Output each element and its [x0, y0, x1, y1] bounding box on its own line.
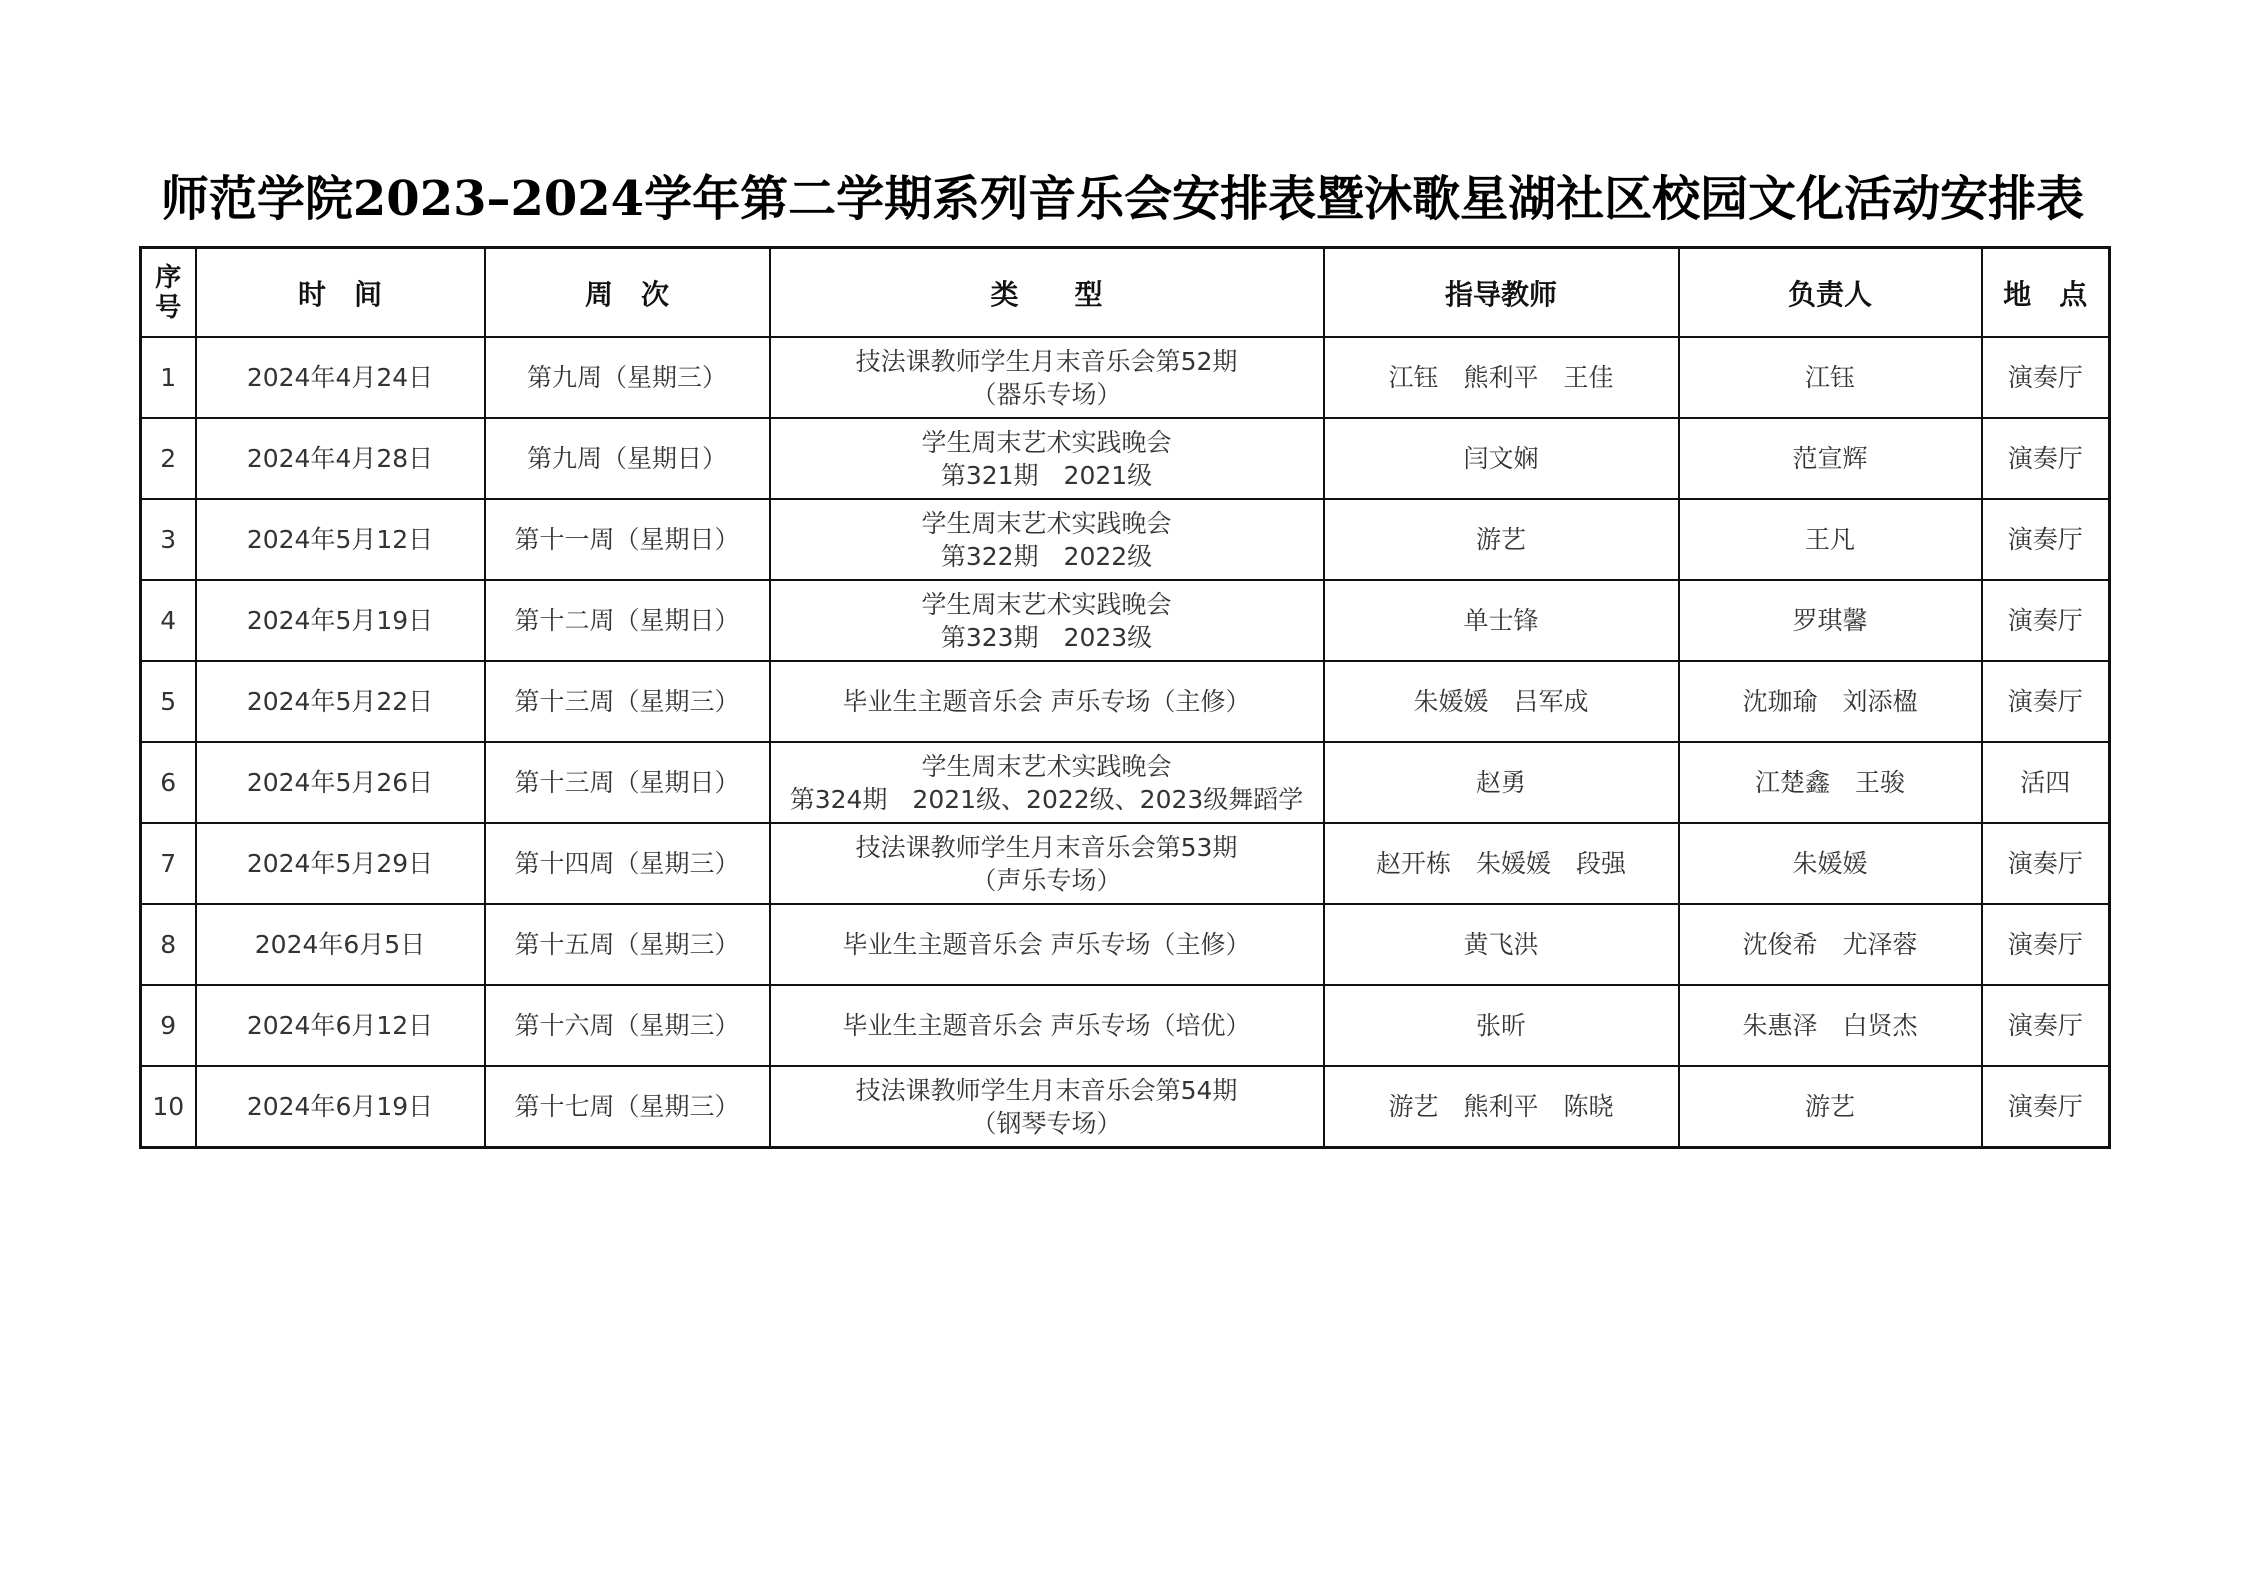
cell-location: 活四 [1982, 742, 2110, 823]
cell-owner: 江楚鑫 王骏 [1679, 742, 1982, 823]
cell-type: 学生周末艺术实践晚会 第323期 2023级 [770, 580, 1324, 661]
cell-type: 技法课教师学生月末音乐会第53期 （声乐专场） [770, 823, 1324, 904]
table-row [141, 904, 2110, 985]
cell-teacher: 黄飞洪 [1324, 904, 1679, 985]
cell-date: 2024年5月22日 [196, 661, 485, 742]
cell-owner: 江钰 [1679, 337, 1982, 418]
cell-location: 演奏厅 [1982, 499, 2110, 580]
cell-owner: 朱媛媛 [1679, 823, 1982, 904]
cell-location: 演奏厅 [1982, 1066, 2110, 1148]
cell-teacher: 单士锋 [1324, 580, 1679, 661]
cell-week: 第十五周（星期三） [485, 904, 770, 985]
cell-index: 3 [141, 499, 196, 580]
cell-type: 技法课教师学生月末音乐会第52期 （器乐专场） [770, 337, 1324, 418]
header-location: 地 点 [1982, 248, 2110, 338]
table-row [141, 985, 2110, 1066]
cell-date: 2024年5月12日 [196, 499, 485, 580]
header-row [141, 248, 2110, 338]
cell-week: 第九周（星期三） [485, 337, 770, 418]
cell-owner: 游艺 [1679, 1066, 1982, 1148]
header-time: 时 间 [196, 248, 485, 338]
cell-date: 2024年5月29日 [196, 823, 485, 904]
cell-teacher: 江钰 熊利平 王佳 [1324, 337, 1679, 418]
cell-teacher: 游艺 熊利平 陈晓 [1324, 1066, 1679, 1148]
cell-week: 第十三周（星期三） [485, 661, 770, 742]
document-title: 师范学院2023–2024学年第二学期系列音乐会安排表暨沐歌星湖社区校园文化活动安排表 [160, 171, 2085, 227]
cell-week: 第十六周（星期三） [485, 985, 770, 1066]
cell-type: 技法课教师学生月末音乐会第54期 （钢琴专场） [770, 1066, 1324, 1148]
cell-date: 2024年4月28日 [196, 418, 485, 499]
cell-location: 演奏厅 [1982, 823, 2110, 904]
cell-index: 6 [141, 742, 196, 823]
cell-index: 5 [141, 661, 196, 742]
header-index: 序 号 [141, 248, 196, 338]
cell-type: 毕业生主题音乐会 声乐专场（培优） [770, 985, 1324, 1066]
cell-teacher: 游艺 [1324, 499, 1679, 580]
table-row [141, 661, 2110, 742]
cell-owner: 范宣辉 [1679, 418, 1982, 499]
cell-type: 学生周末艺术实践晚会 第324期 2021级、2022级、2023级舞蹈学 [770, 742, 1324, 823]
cell-index: 2 [141, 418, 196, 499]
table-row [141, 499, 2110, 580]
header-teacher: 指导教师 [1324, 248, 1679, 338]
cell-date: 2024年4月24日 [196, 337, 485, 418]
table-row [141, 580, 2110, 661]
cell-type: 学生周末艺术实践晚会 第321期 2021级 [770, 418, 1324, 499]
cell-week: 第十三周（星期日） [485, 742, 770, 823]
cell-date: 2024年6月5日 [196, 904, 485, 985]
cell-location: 演奏厅 [1982, 661, 2110, 742]
header-week: 周 次 [485, 248, 770, 338]
cell-owner: 沈珈瑜 刘添楹 [1679, 661, 1982, 742]
cell-owner: 朱惠泽 白贤杰 [1679, 985, 1982, 1066]
cell-week: 第十七周（星期三） [485, 1066, 770, 1148]
cell-owner: 罗琪馨 [1679, 580, 1982, 661]
cell-location: 演奏厅 [1982, 337, 2110, 418]
cell-index: 4 [141, 580, 196, 661]
schedule-table [139, 246, 2111, 1149]
cell-teacher: 朱媛媛 吕军成 [1324, 661, 1679, 742]
cell-location: 演奏厅 [1982, 904, 2110, 985]
cell-teacher: 闫文娴 [1324, 418, 1679, 499]
cell-teacher: 张昕 [1324, 985, 1679, 1066]
cell-index: 9 [141, 985, 196, 1066]
table-row [141, 418, 2110, 499]
cell-owner: 王凡 [1679, 499, 1982, 580]
cell-index: 7 [141, 823, 196, 904]
cell-date: 2024年6月12日 [196, 985, 485, 1066]
cell-type: 毕业生主题音乐会 声乐专场（主修） [770, 661, 1324, 742]
cell-week: 第十二周（星期日） [485, 580, 770, 661]
cell-week: 第十四周（星期三） [485, 823, 770, 904]
table-row [141, 742, 2110, 823]
cell-location: 演奏厅 [1982, 418, 2110, 499]
cell-date: 2024年5月19日 [196, 580, 485, 661]
table-row [141, 337, 2110, 418]
cell-owner: 沈俊希 尤泽蓉 [1679, 904, 1982, 985]
table-row [141, 1066, 2110, 1148]
cell-teacher: 赵勇 [1324, 742, 1679, 823]
cell-location: 演奏厅 [1982, 985, 2110, 1066]
cell-index: 1 [141, 337, 196, 418]
cell-index: 10 [141, 1066, 196, 1148]
cell-index: 8 [141, 904, 196, 985]
table-row [141, 823, 2110, 904]
cell-teacher: 赵开栋 朱媛媛 段强 [1324, 823, 1679, 904]
cell-week: 第九周（星期日） [485, 418, 770, 499]
cell-date: 2024年5月26日 [196, 742, 485, 823]
cell-week: 第十一周（星期日） [485, 499, 770, 580]
cell-type: 毕业生主题音乐会 声乐专场（主修） [770, 904, 1324, 985]
header-owner: 负责人 [1679, 248, 1982, 338]
cell-type: 学生周末艺术实践晚会 第322期 2022级 [770, 499, 1324, 580]
cell-location: 演奏厅 [1982, 580, 2110, 661]
cell-date: 2024年6月19日 [196, 1066, 485, 1148]
header-type: 类 型 [770, 248, 1324, 338]
